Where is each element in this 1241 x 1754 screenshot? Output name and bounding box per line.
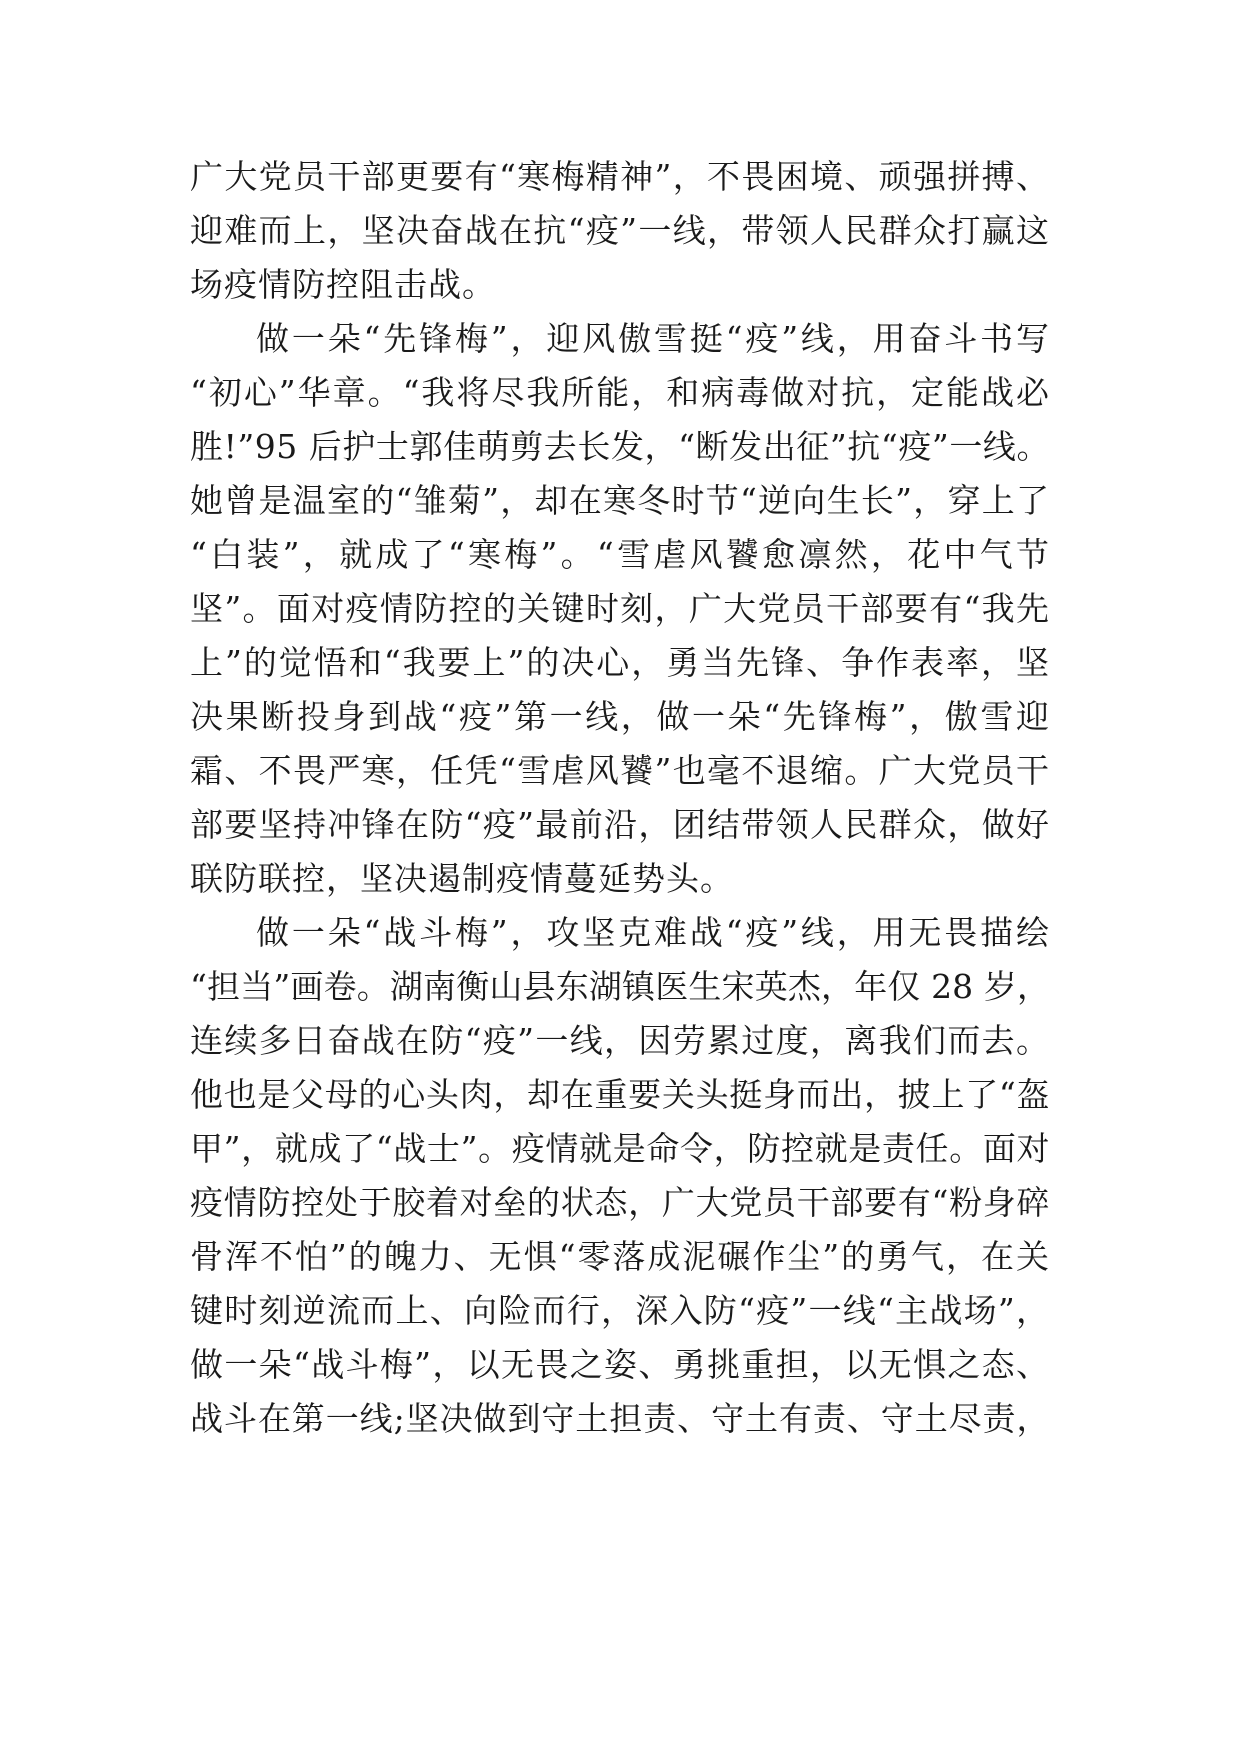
text-line: 疫情防控处于胶着对垒的状态，广大党员干部要有“粉身碎 <box>190 1183 1050 1222</box>
text-line: 做一朵“先锋梅”，迎风傲雪挺“疫”线，用奋斗书写 <box>256 319 1050 358</box>
text-line: 广大党员干部更要有“寒梅精神”，不畏困境、顽强拼搏、 <box>190 157 1050 196</box>
text-line: 决果断投身到战“疫”第一线，做一朵“先锋梅”，傲雪迎 <box>190 697 1050 736</box>
text-line: 连续多日奋战在防“疫”一线，因劳累过度，离我们而去。 <box>190 1021 1050 1060</box>
text-line: 他也是父母的心头肉，却在重要关头挺身而出，披上了“盔 <box>190 1075 1050 1114</box>
text-line: “白装”，就成了“寒梅”。“雪虐风饕愈凛然，花中气节 <box>190 535 1050 574</box>
text-line: 霜、不畏严寒，任凭“雪虐风饕”也毫不退缩。广大党员干 <box>190 751 1050 790</box>
text-line: 迎难而上，坚决奋战在抗“疫”一线，带领人民群众打赢这 <box>190 211 1050 250</box>
text-line: 她曾是温室的“雏菊”，却在寒冬时节“逆向生长”，穿上了 <box>190 481 1050 520</box>
text-line: 场疫情防控阻击战。 <box>190 265 496 304</box>
text-line: 做一朵“战斗梅”，以无畏之姿、勇挑重担，以无惧之态、 <box>190 1345 1050 1384</box>
text-line: 做一朵“战斗梅”，攻坚克难战“疫”线，用无畏描绘 <box>256 913 1050 952</box>
text-line: 甲”，就成了“战士”。疫情就是命令，防控就是责任。面对 <box>190 1129 1050 1168</box>
text-line: “担当”画卷。湖南衡山县东湖镇医生宋英杰，年仅 28 岁， <box>190 967 1050 1006</box>
text-line: “初心”华章。“我将尽我所能，和病毒做对抗，定能战必 <box>190 373 1050 412</box>
text-line: 上”的觉悟和“我要上”的决心，勇当先锋、争作表率，坚 <box>190 643 1050 682</box>
text-line: 部要坚持冲锋在防“疫”最前沿，团结带领人民群众，做好 <box>190 805 1050 844</box>
text-line: 键时刻逆流而上、向险而行，深入防“疫”一线“主战场”， <box>190 1291 1050 1330</box>
text-line: 战斗在第一线;坚决做到守土担责、守土有责、守土尽责， <box>190 1399 1050 1438</box>
text-line: 胜!”95 后护士郭佳萌剪去长发，“断发出征”抗“疫”一线。 <box>190 427 1050 466</box>
document-body <box>190 150 1050 1446</box>
text-line: 坚”。面对疫情防控的关键时刻，广大党员干部要有“我先 <box>190 589 1050 628</box>
text-line: 骨浑不怕”的魄力、无惧“零落成泥碾作尘”的勇气，在关 <box>190 1237 1050 1276</box>
text-line: 联防联控，坚决遏制疫情蔓延势头。 <box>190 859 734 898</box>
